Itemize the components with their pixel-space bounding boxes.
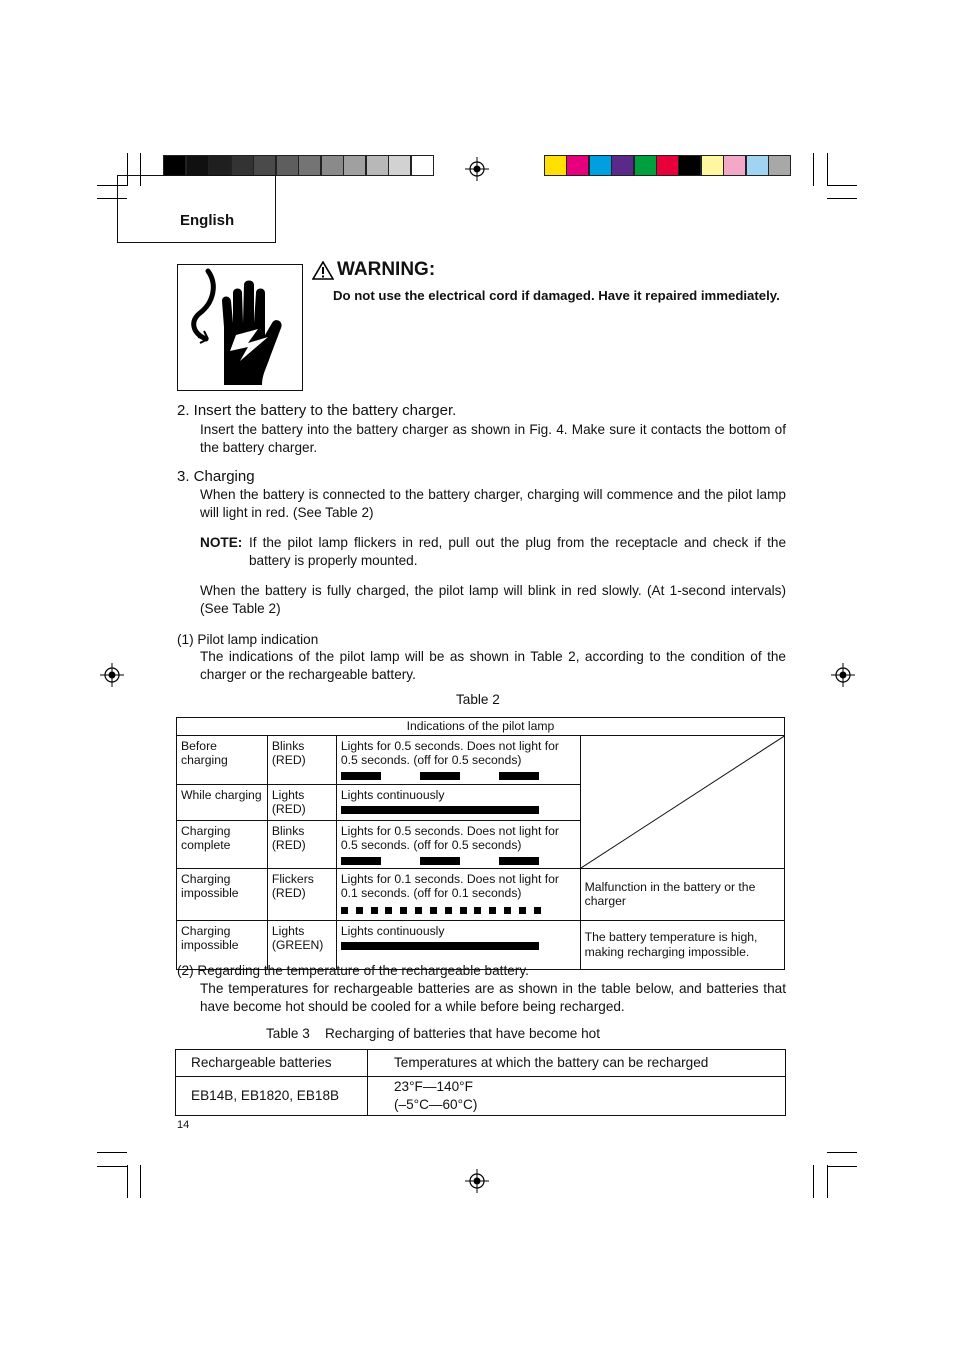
table2-state-text: Charging impossible: [181, 871, 239, 900]
color-swatch: [566, 155, 589, 176]
table2-lamp-text: Blinks (RED): [271, 823, 306, 852]
table2-lamp: [267, 735, 336, 784]
table3-temp-f: 23°F—140°F: [394, 1079, 473, 1094]
lamp-on-dot: [430, 907, 437, 914]
table2-desc-text: Lights for 0.1 seconds. Does not light for 0.1 seconds. (off for 0.1 seconds): [340, 871, 559, 900]
color-swatch: [321, 155, 344, 176]
table2-state: [177, 784, 268, 820]
electric-shock-hand-icon: [177, 264, 303, 391]
table2-desc: [336, 735, 580, 784]
color-swatch: [163, 155, 186, 176]
step3-body2: When the battery is fully charged, the pilot lamp will blink in red slowly. (At 1-second intervals) (See Table 2): [200, 583, 786, 616]
note-text: If the pilot lamp flickers in red, pull out the plug from the receptacle and check if the battery is properly mounted.: [249, 535, 786, 568]
step2-heading: 2. Insert the battery to the battery charger.: [177, 402, 457, 419]
table2-note: Malfunction in the battery or the charger: [580, 868, 784, 920]
pilot-heading: (1) Pilot lamp indication: [177, 632, 319, 647]
registration-mark-bottom: [465, 1169, 489, 1193]
temperature-heading: (2) Regarding the temperature of the rechargeable battery.: [177, 963, 529, 978]
lamp-on-bar: [341, 772, 381, 780]
lamp-on-bar: [499, 857, 539, 865]
registration-mark-right: [831, 663, 855, 687]
color-swatch: [634, 155, 657, 176]
lamp-pattern-blink: [341, 857, 576, 865]
table-row: [177, 735, 785, 784]
table3-models: EB14B, EB1820, EB18B: [176, 1077, 368, 1116]
step3-body: When the battery is connected to the battery charger, charging will commence and the pilot lamp will light in red. (See Table 2): [200, 487, 786, 520]
color-swatch: [253, 155, 276, 176]
table2-lamp-text: Lights (GREEN): [271, 923, 324, 952]
color-swatch: [388, 155, 411, 176]
temperature-body: The temperatures for rechargeable batteries are as shown in the table below, and batteries that have become hot should be cooled for a while before being recharged.: [200, 981, 786, 1014]
color-swatch: [186, 155, 209, 176]
table2-desc: [336, 784, 580, 820]
pilot-body: The indications of the pilot lamp will be as shown in Table 2, according to the condition of the charger or the rechargeable battery.: [200, 649, 786, 682]
color-swatch: [701, 155, 724, 176]
table2-lamp: [267, 820, 336, 868]
table2-desc: [336, 868, 580, 920]
diagonal-line: [581, 736, 784, 868]
temperature-table: [175, 1049, 786, 1116]
lamp-pattern-blink: [341, 772, 576, 780]
color-swatch: [343, 155, 366, 176]
table3-col2-header: Temperatures at which the battery can be recharged: [368, 1050, 786, 1077]
table3-temp-c: (–5°C—60°C): [394, 1097, 478, 1112]
lamp-on-bar: [341, 806, 539, 814]
table3-col1-header: Rechargeable batteries: [176, 1050, 368, 1077]
lamp-on-bar: [341, 857, 381, 865]
table2-state: [177, 820, 268, 868]
warning-title-text: WARNING:: [337, 259, 436, 280]
lamp-on-dot: [341, 907, 348, 914]
lamp-on-bar: [499, 772, 539, 780]
color-swatch: [768, 155, 791, 176]
table2-desc-text: Lights continuously: [340, 787, 445, 802]
table2-lamp-text: Flickers (RED): [271, 871, 314, 900]
table2-empty-cell: [580, 735, 784, 868]
lamp-pattern-solid: [341, 806, 576, 814]
language-tab: [117, 175, 276, 243]
color-swatch: [746, 155, 769, 176]
table2-lamp: [267, 868, 336, 920]
lamp-on-dot: [504, 907, 511, 914]
lamp-on-dot: [445, 907, 452, 914]
table-row: [177, 868, 785, 920]
pilot-lamp-table: [176, 717, 785, 970]
step3-heading: 3. Charging: [177, 468, 255, 485]
color-swatch: [298, 155, 321, 176]
table2-state-text: While charging: [181, 787, 262, 802]
lamp-on-dot: [534, 907, 541, 914]
color-swatch: [589, 155, 612, 176]
color-swatch: [366, 155, 389, 176]
lamp-on-dot: [415, 907, 422, 914]
language-label: English: [180, 212, 235, 229]
lamp-pattern-flicker: [341, 907, 541, 914]
color-swatch: [656, 155, 679, 176]
table2-state-text: Charging complete: [181, 823, 231, 852]
lamp-on-dot: [519, 907, 526, 914]
color-swatch: [611, 155, 634, 176]
table2-state-text: Before charging: [181, 738, 228, 767]
lamp-on-bar: [420, 857, 460, 865]
note-label: NOTE:: [200, 535, 243, 550]
color-swatch: [723, 155, 746, 176]
lamp-on-dot: [356, 907, 363, 914]
warning-text: Do not use the electrical cord if damaged. Have it repaired immediately.: [333, 288, 780, 303]
color-swatch: [231, 155, 254, 176]
registration-mark-left: [100, 663, 124, 687]
table2-state-text: Charging impossible: [181, 923, 239, 952]
warning-title: [312, 259, 435, 281]
lamp-on-dot: [474, 907, 481, 914]
table2-lamp: [267, 784, 336, 820]
warning-triangle-icon: [312, 261, 334, 280]
color-swatch: [276, 155, 299, 176]
lamp-on-dot: [385, 907, 392, 914]
table2-note: The battery temperature is high, making recharging impossible.: [580, 920, 784, 969]
lamp-on-bar: [420, 772, 460, 780]
table2-desc: [336, 820, 580, 868]
table2-header: Indications of the pilot lamp: [177, 718, 785, 736]
table2-caption: Table 2: [456, 692, 500, 707]
step2-body: Insert the battery into the battery charger as shown in Fig. 4. Make sure it contacts the bottom of the battery charger.: [200, 422, 786, 455]
page-number: 14: [177, 1119, 190, 1131]
registration-mark-top: [465, 157, 489, 181]
table2-lamp-text: Blinks (RED): [271, 738, 306, 767]
table2-state: [177, 868, 268, 920]
lamp-on-bar: [341, 942, 539, 950]
table2-desc-text: Lights continuously: [340, 923, 445, 938]
table2-desc-text: Lights for 0.5 seconds. Does not light for 0.5 seconds. (off for 0.5 seconds): [340, 823, 559, 852]
color-swatch: [678, 155, 701, 176]
table3-temperatures: [368, 1077, 786, 1116]
table3-caption: Table 3 Recharging of batteries that have become hot: [266, 1026, 601, 1041]
lamp-on-dot: [400, 907, 407, 914]
table2-state: [177, 735, 268, 784]
color-swatch: [411, 155, 434, 176]
lamp-on-dot: [371, 907, 378, 914]
lamp-on-dot: [489, 907, 496, 914]
lamp-pattern-solid: [341, 942, 576, 950]
table2-lamp-text: Lights (RED): [271, 787, 306, 816]
table2-desc-text: Lights for 0.5 seconds. Does not light for 0.5 seconds. (off for 0.5 seconds): [340, 738, 559, 767]
color-swatch: [544, 155, 567, 176]
lamp-on-dot: [460, 907, 467, 914]
color-swatch: [208, 155, 231, 176]
